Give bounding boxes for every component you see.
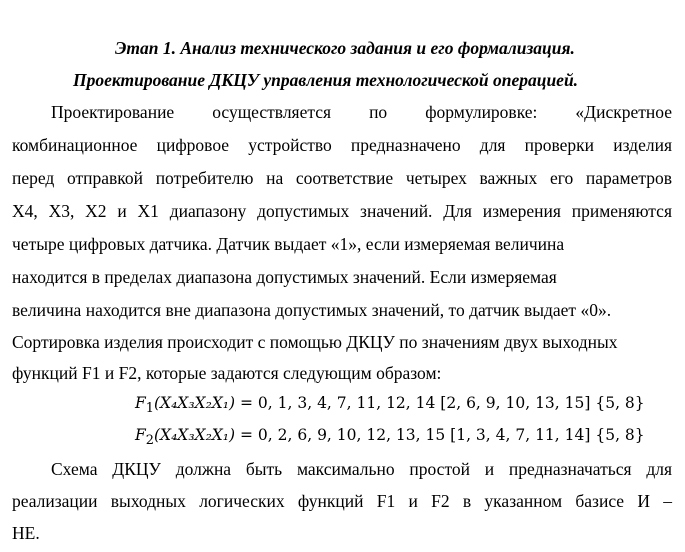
paragraph-line: Проектирование осуществляется по формулировке: «Дискретное xyxy=(51,102,672,122)
formula-func: F xyxy=(135,394,146,412)
formula-f2 xyxy=(135,426,645,448)
formula-args: (X₄X₃X₂X₁) xyxy=(153,394,236,412)
formula-args: (X₄X₃X₂X₁) xyxy=(153,426,236,444)
formula-func: F xyxy=(135,426,146,444)
paragraph-line: функций F1 и F2, которые задаются следующим образом: xyxy=(12,363,442,383)
formula-subscript: 2 xyxy=(145,433,154,449)
paragraph-line: величина находится вне диапазона допустимых значений, то датчик выдает «0». xyxy=(12,300,612,320)
paragraph-line: реализации выходных логических функций F1 и F2 в указанном базисе И – xyxy=(12,491,672,511)
paragraph-line: четыре цифровых датчика. Датчик выдает «1», если измеряемая величина xyxy=(12,234,565,254)
paragraph-line: перед отправкой потребителю на соответствие четырех важных его параметров xyxy=(12,168,672,188)
paragraph-line: Схема ДКЦУ должна быть максимально простой и предназначаться для xyxy=(51,459,672,479)
formula-subscript: 1 xyxy=(145,401,154,417)
stage-heading: Этап 1. Анализ технического задания и его формализация. xyxy=(115,38,575,58)
paragraph-line: комбинационное цифровое устройство предназначено для проверки изделия xyxy=(12,135,672,155)
design-heading: Проектирование ДКЦУ управления технологической операцией. xyxy=(73,70,579,90)
formula-values: = 0, 2, 6, 9, 10, 12, 13, 15 [1, 3, 4, 7, 11, 14] {5, 8} xyxy=(235,426,645,444)
formula-f1 xyxy=(135,394,645,416)
paragraph-line: НЕ. xyxy=(12,523,40,543)
paragraph-line: X4, X3, X2 и X1 диапазону допустимых значений. Для измерения применяются xyxy=(12,201,672,221)
paragraph-line: Сортировка изделия происходит с помощью ДКЦУ по значениям двух выходных xyxy=(12,332,618,352)
formula-values: = 0, 1, 3, 4, 7, 11, 12, 14 [2, 6, 9, 10, 13, 15] {5, 8} xyxy=(235,394,645,412)
paragraph-line: находится в пределах диапазона допустимых значений. Если измеряемая xyxy=(12,267,557,287)
